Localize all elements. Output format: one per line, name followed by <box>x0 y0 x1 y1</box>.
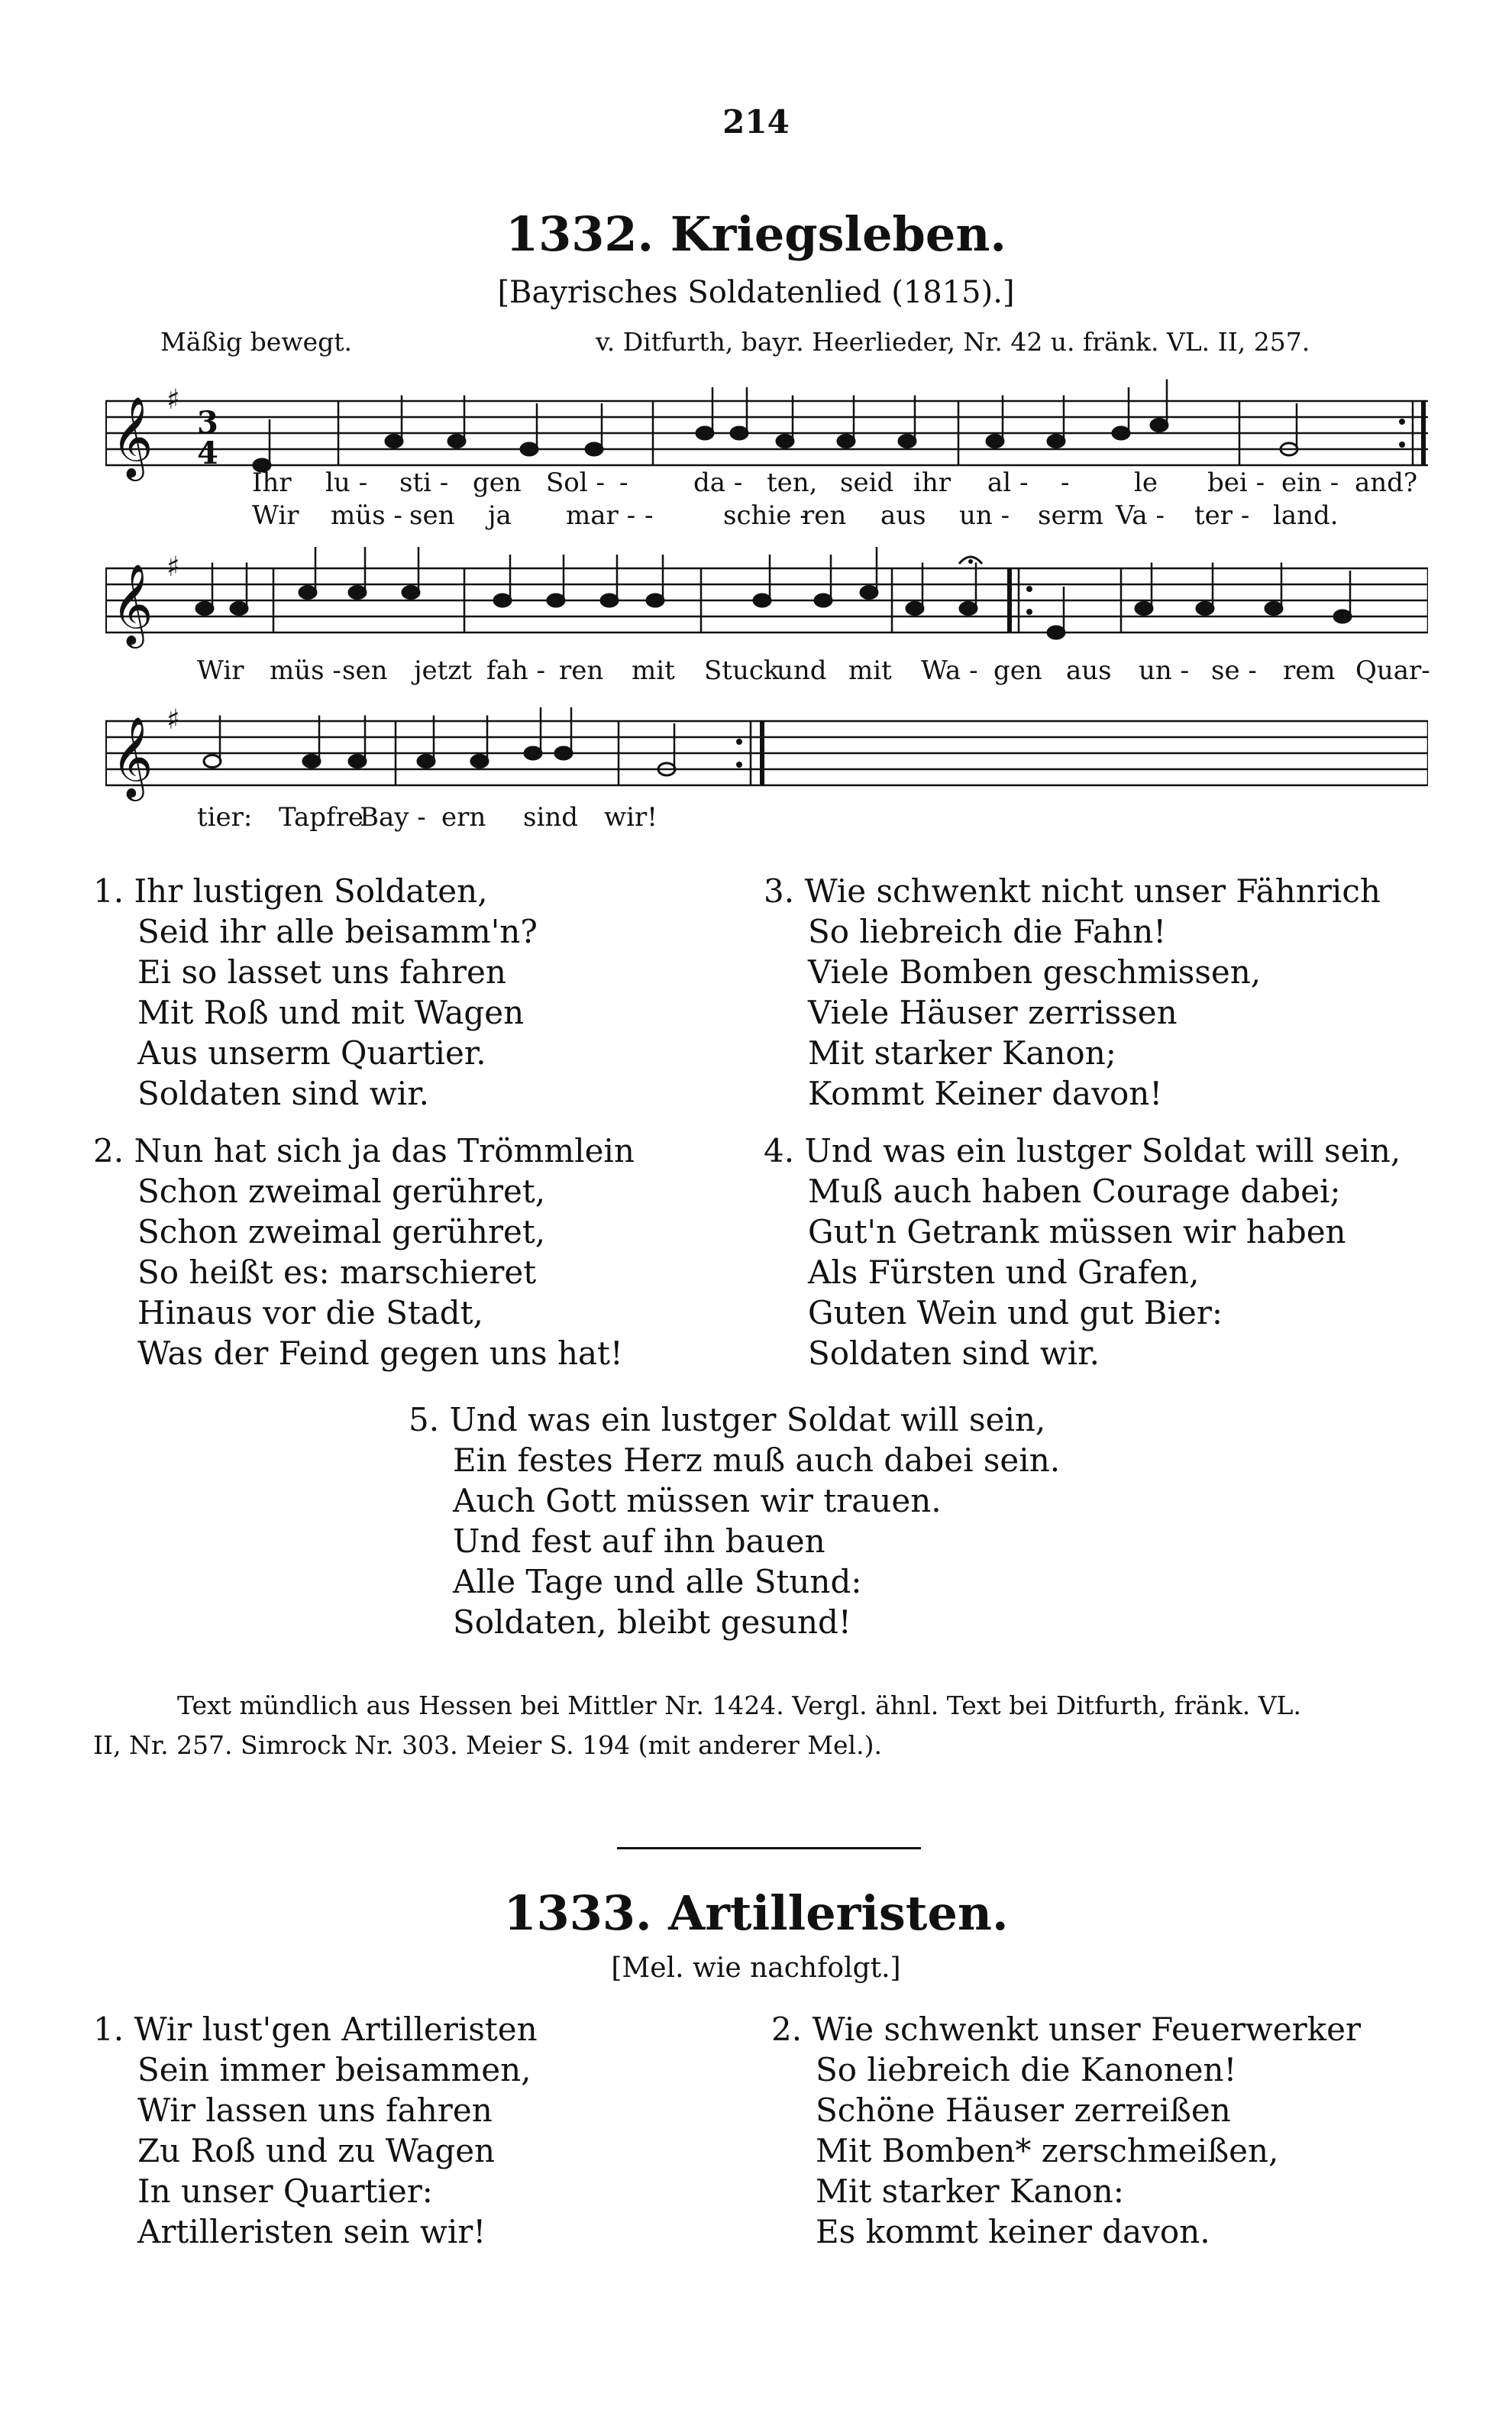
lyric-syllable: un - <box>959 500 1010 531</box>
lyric-syllable: ter - <box>1194 500 1250 531</box>
song-title-1332: 1332. Kriegsleben. <box>506 206 1006 262</box>
verse-line: 3. Wie schwenkt nicht unser Fähnrich <box>764 872 1381 910</box>
lyric-syllable: ihr <box>913 467 951 498</box>
verse-1333-2 <box>771 2009 1361 2252</box>
verse-line: Artilleristen sein wir! <box>137 2213 486 2250</box>
lyric-syllable: al - <box>987 467 1029 498</box>
lyric-syllable: serm <box>1038 500 1104 531</box>
verse-4 <box>764 1131 1401 1373</box>
verse-line: Soldaten sind wir. <box>137 1075 430 1112</box>
verse-3 <box>764 871 1381 1114</box>
lyric-syllable: Bay - <box>360 802 426 833</box>
lyric-syllable: Wir <box>197 655 244 686</box>
verse-line: Und fest auf ihn bauen <box>453 1522 825 1560</box>
lyric-syllable: ren <box>802 500 847 531</box>
lyric-syllable: seid <box>840 467 894 498</box>
note-head <box>1197 603 1213 615</box>
lyric-syllable: ren <box>559 655 604 686</box>
note-head <box>418 755 435 768</box>
source-reference: v. Ditfurth, bayr. Heerlieder, Nr. 42 u. fränk. VL. II, 257. <box>596 327 1310 357</box>
verse-line: Mit Bomben* zerschmeißen, <box>816 2132 1279 2169</box>
note-head <box>815 594 832 607</box>
verse-line: Gut'n Getrank müssen wir haben <box>808 1213 1346 1250</box>
lyric-syllable: jetzt <box>414 655 472 686</box>
lyric-syllable: da - <box>693 467 743 498</box>
notes-system-1 <box>254 380 1297 472</box>
verse-line: Mit starker Kanon: <box>816 2172 1124 2210</box>
lyric-syllable: Wir <box>252 500 299 531</box>
key-signature-sharp: ♯ <box>166 552 180 583</box>
verse-line: Guten Wein und gut Bier: <box>808 1294 1223 1331</box>
note-head <box>899 435 916 448</box>
lyric-syllable: mar - <box>566 500 636 531</box>
lyric-syllable: le <box>1134 467 1158 498</box>
lyric-syllable: ein - <box>1281 467 1339 498</box>
song-subtitle-1332: [Bayrisches Soldatenlied (1815).] <box>497 275 1015 310</box>
note-head <box>1334 610 1351 623</box>
note-head <box>471 755 488 768</box>
lyric-syllable: rem <box>1283 655 1336 686</box>
verse-line: Ei so lasset uns fahren <box>137 953 506 991</box>
note-head <box>386 435 402 448</box>
verse-line: Kommt Keiner davon! <box>808 1075 1163 1112</box>
verse-line: Hinaus vor die Stadt, <box>137 1294 483 1331</box>
treble-clef-icon: 𝄞 <box>111 716 153 797</box>
note-head <box>521 443 538 455</box>
section-divider <box>617 1847 921 1849</box>
lyric-syllable: bei - <box>1207 467 1265 498</box>
lyric-syllable: mit <box>632 655 675 686</box>
lyric-syllable: gen <box>993 655 1042 686</box>
verse-1333-1 <box>93 2009 538 2252</box>
treble-clef-icon: 𝄞 <box>111 563 153 645</box>
verse-line: Als Fürsten und Grafen, <box>808 1254 1200 1291</box>
note-head <box>548 594 564 607</box>
lyric-syllable: sen <box>409 500 455 531</box>
lyric-syllable: sti - <box>399 467 449 498</box>
lyric-syllable: lu - <box>325 467 368 498</box>
page-number: 214 <box>722 103 790 141</box>
note-head <box>754 594 771 607</box>
note-head <box>303 755 320 768</box>
note-head <box>586 443 603 455</box>
tempo-marking: Mäßig bewegt. <box>160 327 352 357</box>
lyric-syllable: and? <box>1355 467 1418 498</box>
time-signature-bottom: 4 <box>197 435 218 471</box>
notes-system-3 <box>204 707 675 775</box>
note-head <box>838 435 855 448</box>
note-head <box>861 587 877 599</box>
lyric-syllable: Ihr <box>252 467 292 498</box>
verse-line: So liebreich die Kanonen! <box>816 2051 1237 2088</box>
verse-line: Soldaten sind wir. <box>808 1334 1100 1372</box>
note-head <box>525 747 541 759</box>
note-head <box>402 587 419 599</box>
note-head <box>601 594 618 607</box>
note-head <box>349 587 366 599</box>
verse-line: Mit starker Kanon; <box>808 1034 1116 1072</box>
lyric-syllable: - <box>619 467 628 498</box>
key-signature-sharp: ♯ <box>166 384 180 416</box>
note-head <box>1151 419 1168 432</box>
note-head <box>555 747 572 759</box>
verse-line: Zu Roß und zu Wagen <box>137 2132 496 2169</box>
source-note-line-1: Text mündlich aus Hessen bei Mittler Nr. 1424. Vergl. ähnl. Text bei Ditfurth, fränk. VL. <box>177 1690 1301 1720</box>
note-head <box>196 603 213 615</box>
note-head <box>448 435 465 448</box>
verse-2 <box>93 1131 635 1373</box>
lyric-syllable: Stuck <box>704 655 780 686</box>
note-head <box>777 435 793 448</box>
verse-line: Viele Häuser zerrissen <box>808 994 1178 1031</box>
lyric-syllable: sen <box>342 655 388 686</box>
verse-line: So heißt es: marschieret <box>137 1254 537 1291</box>
lyric-syllable: ten, <box>767 467 818 498</box>
note-head <box>299 587 316 599</box>
note-head <box>731 427 748 439</box>
note-head <box>1265 603 1282 615</box>
verse-line: 5. Und was ein lustger Soldat will sein, <box>409 1401 1046 1438</box>
notes-system-2 <box>196 547 1351 639</box>
lyric-syllable: sind <box>523 802 578 833</box>
lyric-syllable: un - <box>1139 655 1190 686</box>
verse-line: Auch Gott müssen wir trauen. <box>453 1482 942 1519</box>
lyric-syllable: und <box>777 655 827 686</box>
lyric-syllable: Sol - <box>546 467 605 498</box>
lyric-syllable: Va - <box>1116 500 1165 531</box>
verse-line: So liebreich die Fahn! <box>808 913 1167 950</box>
note-head <box>1113 427 1129 439</box>
lyric-syllable: se - <box>1211 655 1257 686</box>
verse-line: 1. Ihr lustigen Soldaten, <box>93 872 488 910</box>
verse-line: Schon zweimal gerühret, <box>137 1213 546 1250</box>
lyric-syllable: aus <box>1066 655 1112 686</box>
lyric-syllable: müs - <box>331 500 402 531</box>
music-staff-system-3 <box>105 700 1428 814</box>
verse-line: Muß auch haben Courage dabei; <box>808 1173 1341 1210</box>
lyric-syllable: land. <box>1273 500 1339 531</box>
verse-line: In unser Quartier: <box>137 2172 433 2210</box>
note-head <box>906 603 923 615</box>
verse-line: Was der Feind gegen uns hat! <box>137 1334 623 1372</box>
lyric-syllable: fah - <box>486 655 546 686</box>
lyric-syllable: wir! <box>604 802 657 833</box>
note-head <box>696 427 713 439</box>
verse-line: 4. Und was ein lustger Soldat will sein, <box>764 1132 1401 1169</box>
note-head <box>987 435 1003 448</box>
key-signature-sharp: ♯ <box>166 704 180 736</box>
verse-line: Seid ihr alle beisamm'n? <box>137 913 538 950</box>
note-head <box>494 594 511 607</box>
lyric-syllable: mit <box>848 655 892 686</box>
verse-line: Viele Bomben geschmissen, <box>808 953 1262 991</box>
note-head <box>1048 435 1065 448</box>
lyric-syllable: - <box>1061 467 1070 498</box>
verse-line: Sein immer beisammen, <box>137 2051 531 2088</box>
verse-5 <box>409 1399 1060 1642</box>
verse-line: Wir lassen uns fahren <box>137 2091 493 2129</box>
lyric-syllable: ern <box>441 802 486 833</box>
note-head <box>231 603 247 615</box>
note-head <box>647 594 664 607</box>
verse-line: 1. Wir lust'gen Artilleristen <box>93 2011 538 2048</box>
verse-line: Ein festes Herz muß auch dabei sein. <box>453 1441 1061 1479</box>
verse-line: 2. Wie schwenkt unser Feuerwerker <box>771 2011 1362 2048</box>
lyric-syllable: - <box>645 500 654 531</box>
note-head <box>349 755 366 768</box>
lyric-syllable: Quar- <box>1355 655 1430 686</box>
verse-line: Schon zweimal gerühret, <box>137 1173 546 1210</box>
lyric-syllable: müs - <box>270 655 341 686</box>
verse-1 <box>93 871 538 1114</box>
song-subtitle-1333: [Mel. wie nachfolgt.] <box>611 1952 901 1984</box>
lyric-syllable: gen <box>473 467 522 498</box>
verse-line: Soldaten, bleibt gesund! <box>453 1603 851 1641</box>
lyric-syllable: Tapfre <box>279 802 364 833</box>
lyric-syllable: aus <box>880 500 926 531</box>
verse-line: Aus unserm Quartier. <box>137 1034 486 1072</box>
verse-line: Schöne Häuser zerreißen <box>816 2091 1231 2129</box>
lyric-syllable: ja <box>488 500 512 531</box>
note-head <box>960 603 977 615</box>
note-head <box>1136 603 1152 615</box>
lyric-syllable: Wa - <box>921 655 978 686</box>
time-signature-top: 3 <box>197 405 218 441</box>
song-title-1333: 1333. Artilleristen. <box>503 1885 1009 1941</box>
verse-line: Alle Tage und alle Stund: <box>453 1563 862 1600</box>
verse-line: 2. Nun hat sich ja das Trömmlein <box>93 1132 635 1169</box>
note-head <box>204 755 221 768</box>
verse-line: Es kommt keiner davon. <box>816 2213 1210 2250</box>
verse-line: Mit Roß und mit Wagen <box>137 994 525 1031</box>
treble-clef-icon: 𝄞 <box>111 396 153 477</box>
source-note-line-2: II, Nr. 257. Simrock Nr. 303. Meier S. 194 (mit anderer Mel.). <box>93 1730 882 1760</box>
lyric-syllable: schie - <box>723 500 809 531</box>
lyric-syllable: tier: <box>197 802 253 833</box>
note-head <box>1048 626 1065 639</box>
